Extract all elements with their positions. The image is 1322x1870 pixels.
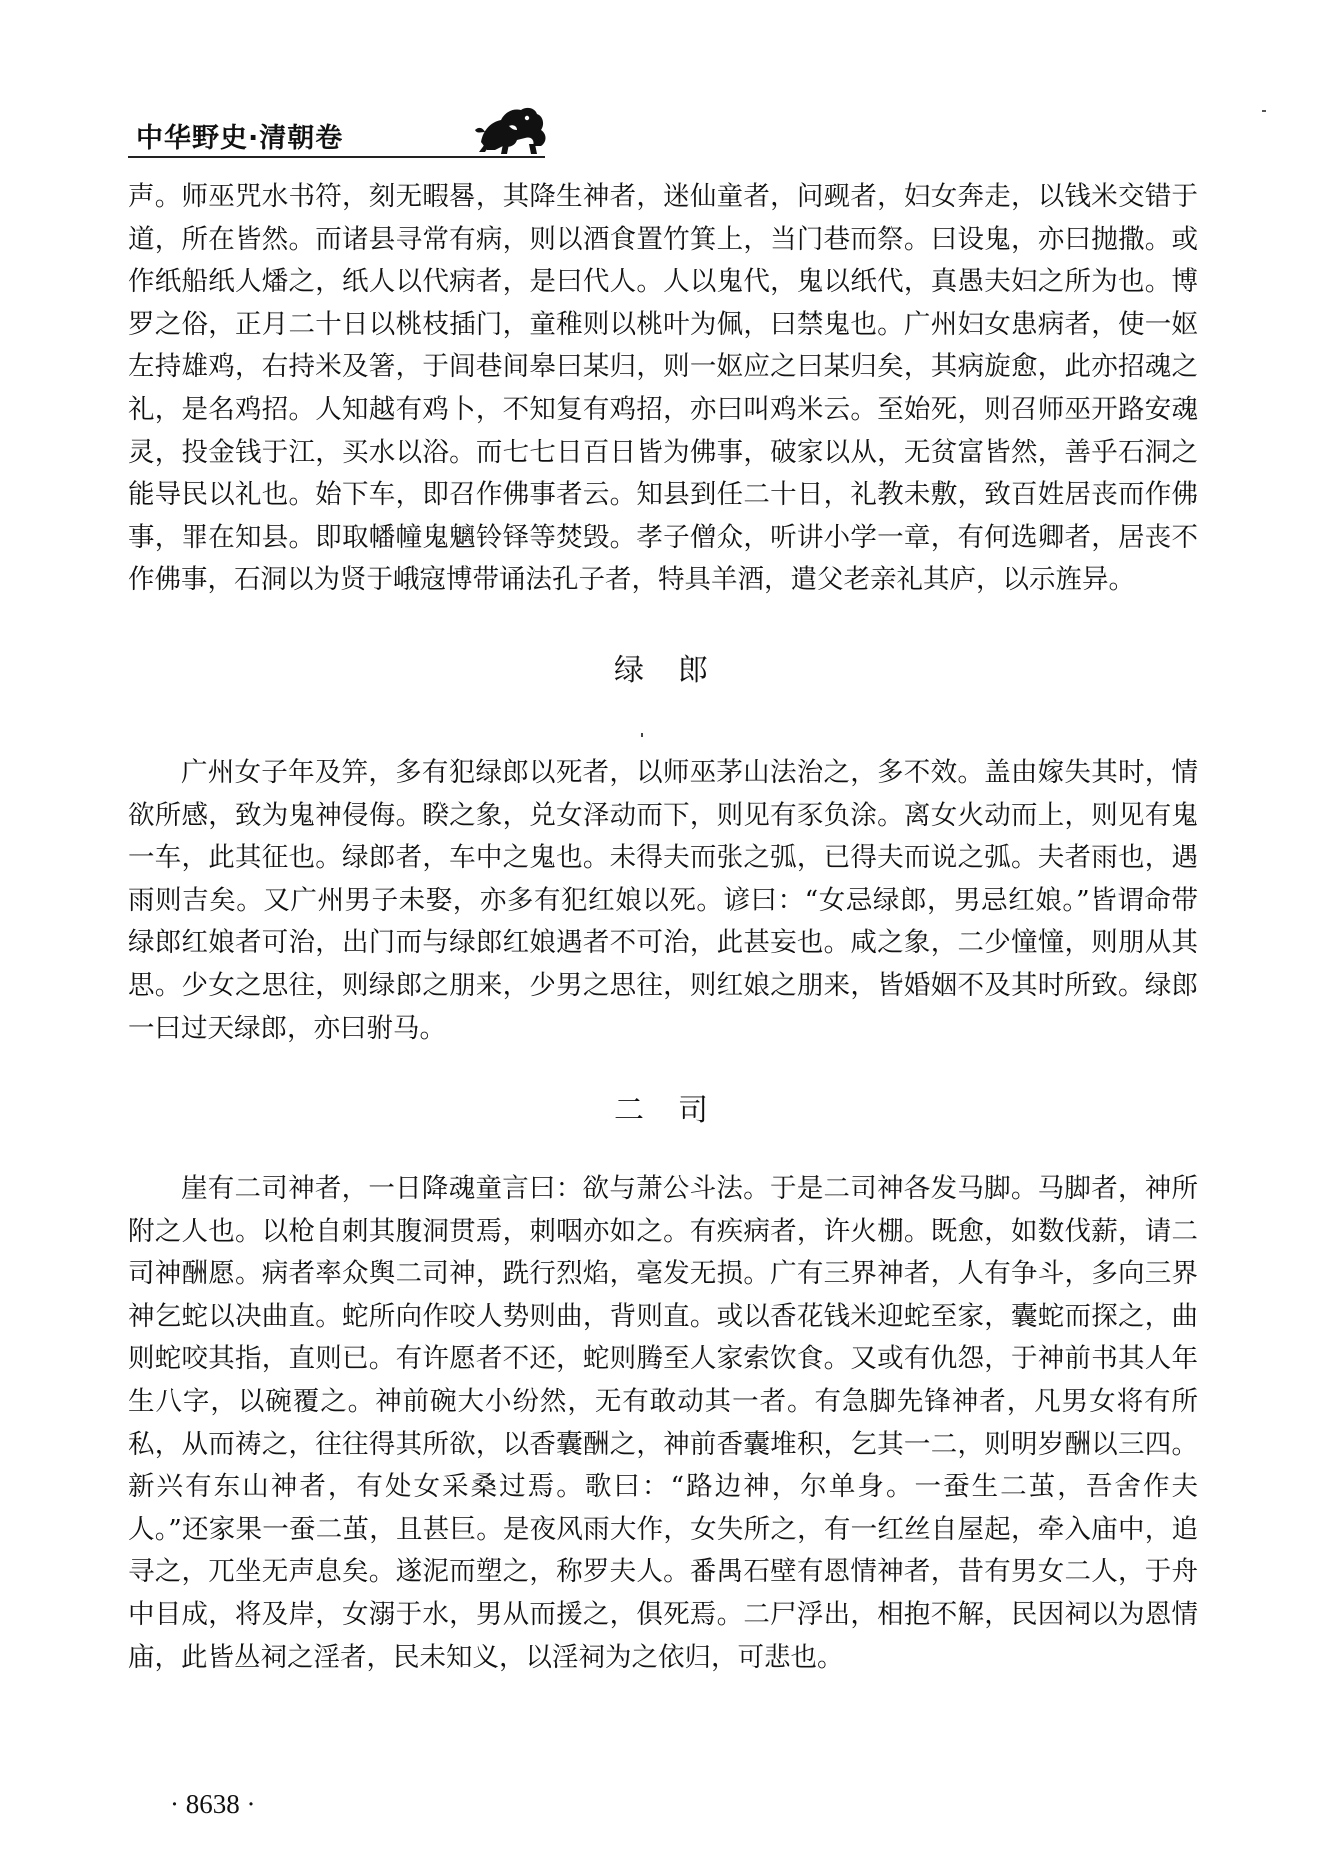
paragraph: 崖有二司神者，一日降魂童言曰：欲与萧公斗法。于是二司神各发马脚。马脚者，神所附之人也。以枪自刺其腹洞贯焉，刺咽亦如之。有疾病者，许火棚。既愈，如数伐薪，请二司神酬愿。病者率众舆二司神，跣行烈焰，毫发无损。广有三界神者，人有争斗，多向三界神乞蛇以决曲直。蛇所向作咬人势则曲，背则直。或以香花钱米迎蛇至家，囊蛇而探之，曲则蛇咬其指，直则已。有许愿者不还，蛇则腾至人家索饮食。又或有仇怨，于神前书其人年生八字，以碗覆之。神前碗大小纷然，无有敢动其一者。有急脚先锋神者，凡男女将有所私，从而祷之，往往得其所欲，以香囊酬之，神前香囊堆积，乞其一二，则明岁酬以三四。新兴有东山神者，有处女采桑过焉。歌曰：“路边神，尔单身。一蚕生二茧，吾舍作夫人。”还家果一蚕二茧，且甚巨。是夜风雨大作，女失所之，有一红丝自屋起，牵入庙中，追寻之，兀坐无声息矣。遂泥而塑之，称罗夫人。番禺石壁有恩情神者，昔有男女二人，于舟中目成，将及岸，女溺于水，男从而援之，俱死焉。二尸浮出，相抱不解，民因祠以为恩情庙，此皆丛祠之淫者，民未知义，以淫祠为之依归，可悲也。 <box>128 1173 1198 1673</box>
margin-mark <box>1262 110 1266 112</box>
page-number: · 8638 · <box>170 1789 256 1819</box>
book-title: 中华野史·清朝卷 <box>136 123 344 154</box>
paragraph: 广州女子年及笄，多有犯绿郎以死者，以师巫茅山法治之，多不效。盖由嫁失其时，情欲所感，致为鬼神侵侮。睽之象，兑女泽动而下，则见有豕负涂。离女火动而上，则见有鬼一车，此其征也。绿郎者，车中之鬼也。未得夫而张之弧，已得夫而说之弧。夫者雨也，遇雨则吉矣。又广州男子未娶，亦多有犯红娘以死。谚曰：“女忌绿郎，男忌红娘。”皆谓命带绿郎红娘者可治，出门而与绿郎红娘遇者不可治，此甚妄也。咸之象，二少憧憧，则朋从其思。少女之思往，则绿郎之朋来，少男之思往，则红娘之朋来，皆婚姻不及其时所致。绿郎一曰过天绿郎，亦曰驸马。 <box>128 757 1198 1044</box>
header-rule <box>128 156 545 158</box>
section-heading-lvlang: 绿郎 <box>614 653 742 688</box>
print-speck <box>641 733 643 737</box>
lion-emblem-icon <box>473 100 553 160</box>
paragraph: 声。师巫咒水书符，刻无暇晷，其降生神者，迷仙童者，问觋者，妇女奔走，以钱米交错于道，所在皆然。而诸县寻常有病，则以酒食置竹箕上，当门巷而祭。曰设鬼，亦曰抛撒。或作纸船纸人燔之，纸人以代病者，是曰代人。人以鬼代，鬼以纸代，真愚夫妇之所为也。博罗之俗，正月二十日以桃枝插门，童稚则以桃叶为佩，曰禁鬼也。广州妇女患病者，使一妪左持雄鸡，右持米及箸，于闾巷间皋曰某归，则一妪应之曰某归矣，其病旋愈，此亦招魂之礼，是名鸡招。人知越有鸡卜，不知复有鸡招，亦曰叫鸡米云。至始死，则召师巫开路安魂灵，投金钱于江，买水以浴。而七七日百日皆为佛事，破家以从，无贫富皆然，善乎石洞之能导民以礼也。始下车，即召作佛事者云。知县到任二十日，礼教未敷，致百姓居丧而作佛事，罪在知县。即取幡幢鬼魑铃铎等焚毁。孝子僧众，听讲小学一章，有何选卿者，居丧不作佛事，石洞以为贤于峨寇博带诵法孔子者，特具羊酒，遣父老亲礼其庐，以示旌异。 <box>128 181 1198 596</box>
paragraph-continued <box>128 176 1198 602</box>
section-heading-ersi: 二司 <box>614 1093 742 1128</box>
running-header <box>128 100 548 160</box>
paragraph-ersi <box>128 1168 1198 1679</box>
paragraph-lvlang <box>128 752 1198 1050</box>
